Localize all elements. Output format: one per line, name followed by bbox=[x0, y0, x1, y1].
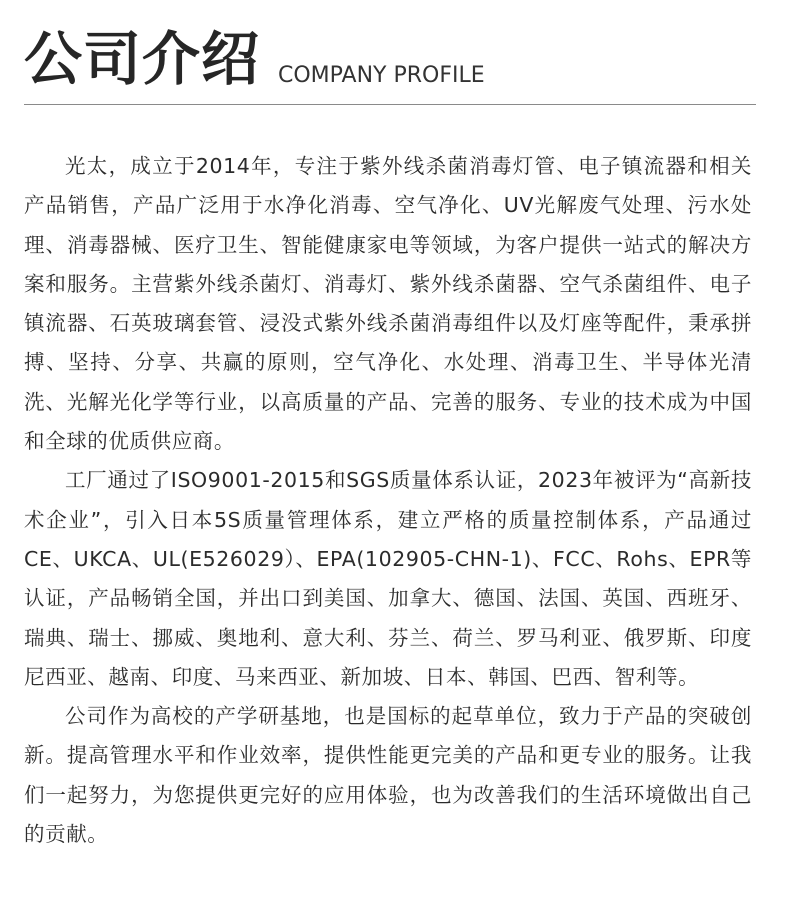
section-header bbox=[24, 0, 756, 105]
paragraph-mission: 公司作为高校的产学研基地，也是国标的起草单位，致力于产品的突破创新。提高管理水平和作业效率，提供性能更完美的产品和更专业的服务。让我们一起努力，为您提供更完好的应用体验，也为改善我们的生活环境做出自己的贡献。 bbox=[24, 704, 752, 847]
page-subtitle: COMPANY PROFILE bbox=[278, 63, 485, 88]
paragraph-certifications: 工厂通过了ISO9001-2015和SGS质量体系认证，2023年被评为“高新技术企业”，引入日本5S质量管理体系，建立严格的质量控制体系，产品通过CE、UKCA、UL(E526029）、EPA(102905-CHN-1)、FCC、Rohs、EPR等认证，产品畅销全国，并出口到美国、加拿大、德国、法国、英国、西班牙、瑞典、瑞士、挪威、奥地利、意大利、芬兰、荷兰、罗马利亚、俄罗斯、印度尼西亚、越南、印度、马来西亚、新加坡、日本、韩国、巴西、智利等。 bbox=[24, 468, 752, 689]
profile-body bbox=[24, 147, 760, 854]
paragraph-intro: 光太，成立于2014年，专注于紫外线杀菌消毒灯管、电子镇流器和相关产品销售，产品广泛用于水净化消毒、空气净化、UV光解废气处理、污水处理、消毒器械、医疗卫生、智能健康家电等领域，为客户提供一站式的解决方案和服务。主营紫外线杀菌灯、消毒灯、紫外线杀菌器、空气杀菌组件、电子镇流器、石英玻璃套管、浸没式紫外线杀菌消毒组件以及灯座等配件，秉承拼搏、坚持、分享、共赢的原则，空气净化、水处理、消毒卫生、半导体光清洗、光解光化学等行业，以高质量的产品、完善的服务、专业的技术成为中国和全球的优质供应商。 bbox=[24, 154, 752, 454]
page-title: 公司介绍 bbox=[24, 25, 261, 93]
